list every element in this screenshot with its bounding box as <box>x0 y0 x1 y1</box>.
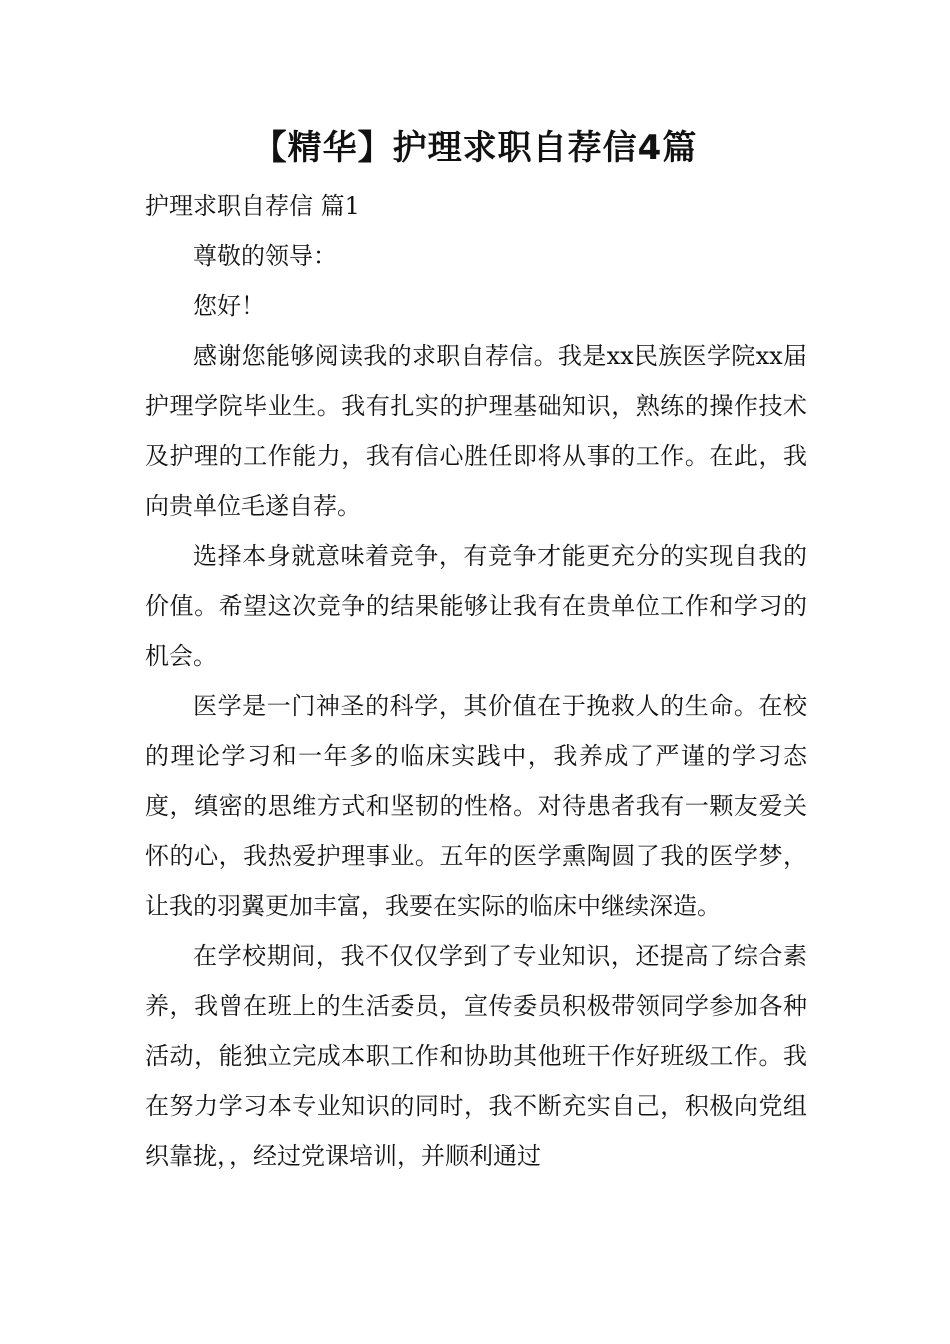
salutation: 尊敬的领导： <box>193 242 337 270</box>
body-paragraph-3: 医学是一门神圣的科学，其价值在于挽救人的生命。在校的理论学习和一年多的临床实践中，我养成了严谨的学习态度，缜密的思维方式和坚韧的性格。对待患者我有一颗友爱关怀的心，我热爱护理事业。五年的医学熏陶圆了我的医学梦，让我的羽翼更加丰富，我要在实际的临床中继续深造。 <box>145 692 807 920</box>
document-body <box>145 181 807 1181</box>
document-title: 【精华】护理求职自荐信4篇 <box>252 128 698 168</box>
body-paragraph-2: 选择本身就意味着竞争，有竞争才能更充分的实现自我的价值。希望这次竞争的结果能够让我有在贵单位工作和学习的机会。 <box>145 542 807 670</box>
greeting: 您好！ <box>193 292 265 320</box>
section-subtitle: 护理求职自荐信 篇1 <box>145 192 360 220</box>
body-paragraph-4: 在学校期间，我不仅仅学到了专业知识，还提高了综合素养，我曾在班上的生活委员，宣传委员积极带领同学参加各种活动，能独立完成本职工作和协助其他班干作好班级工作。我在努力学习本专业知识的同时，我不断充实自己，积极向党组织靠拢，，经过党课培训，并顺利通过 <box>145 942 807 1170</box>
body-paragraph-1: 感谢您能够阅读我的求职自荐信。我是xx民族医学院xx届护理学院毕业生。我有扎实的护理基础知识，熟练的操作技术及护理的工作能力，我有信心胜任即将从事的工作。在此，我向贵单位毛遂自荐。 <box>145 342 807 520</box>
